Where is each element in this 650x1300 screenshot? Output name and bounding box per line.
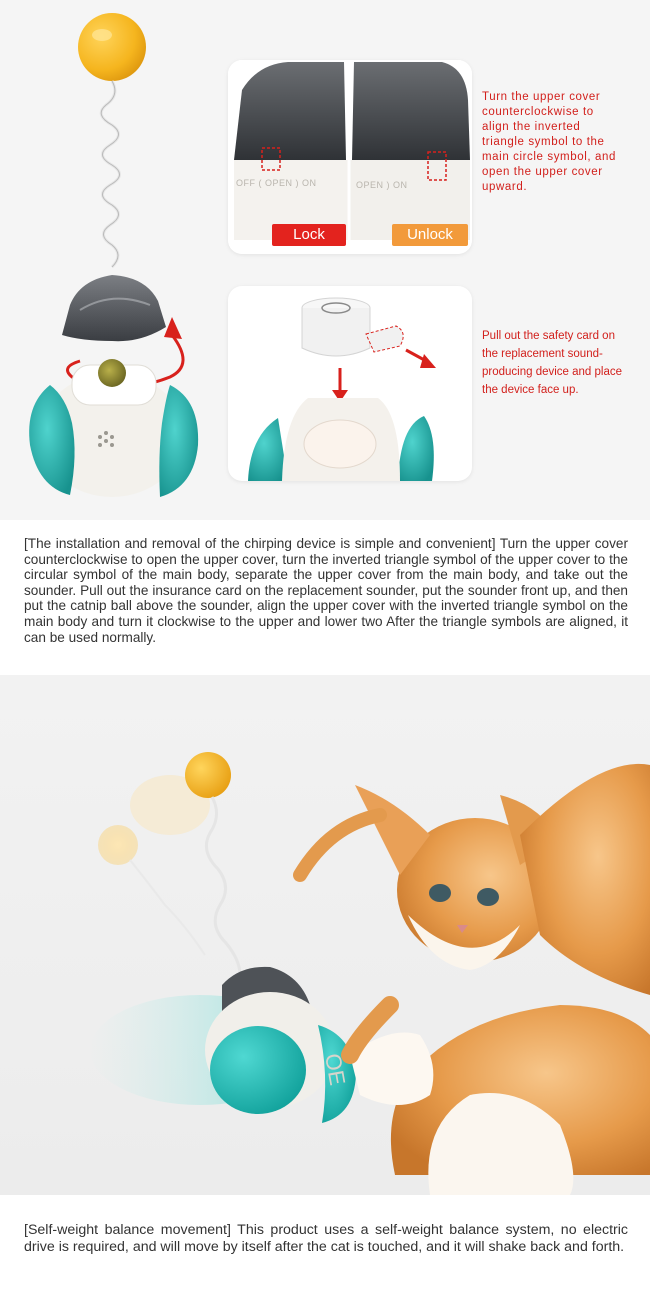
safety-card-card xyxy=(228,286,472,481)
safety-card-instruction-note: Pull out the safety card on the replacement sound-producing device and place the device face up. xyxy=(482,330,623,396)
spring-wire-icon xyxy=(206,797,240,975)
cover-marking-left: OFF ( OPEN ) ON xyxy=(236,178,317,188)
toy-exploded-illustration xyxy=(20,5,220,510)
cat-and-toy-illustration xyxy=(0,675,650,1195)
yellow-ball-icon xyxy=(185,752,231,798)
spring-wire-icon xyxy=(101,81,119,267)
cat-playing-photo xyxy=(0,675,650,1195)
upper-cover-dome xyxy=(62,275,166,341)
cover-marking-right: OPEN ) ON xyxy=(356,180,408,190)
balance-caption: [Self-weight balance movement] This product uses a self-weight balance system, no electric drive is required, and will move by itself after the cat is touched, and it will shake back and forth. xyxy=(24,1222,628,1255)
installation-figure-panel xyxy=(0,0,650,520)
svg-text:OE: OE xyxy=(320,1051,351,1088)
unlock-badge: Unlock xyxy=(392,224,468,246)
yellow-ball-icon xyxy=(78,13,146,81)
catnip-ball-icon xyxy=(98,359,126,387)
lock-badge: Lock xyxy=(272,224,346,246)
lock-unlock-card xyxy=(228,60,472,254)
installation-caption: [The installation and removal of the chirping device is simple and convenient] Turn the upper cover counterclockwise to open the upper cover, turn the inverted triangle symbol of the upper cover to the circular symbol of the main body, separate the upper cover from the main body, and take out the sounder. Pull out the insurance card on the replacement sounder, put the sounder front up, and then put the catnip ball above the sounder, align the upper cover with the inverted triangle symbol on the main body and turn it clockwise to the upper and lower two After the triangle symbols are aligned, it can be used normally. xyxy=(24,536,628,645)
rotate-instruction-note: Turn the upper cover counterclockwise to align the inverted triangle symbol to the main circle symbol, and open the upper cover upward. xyxy=(482,91,616,193)
sounder-photo xyxy=(228,286,472,481)
